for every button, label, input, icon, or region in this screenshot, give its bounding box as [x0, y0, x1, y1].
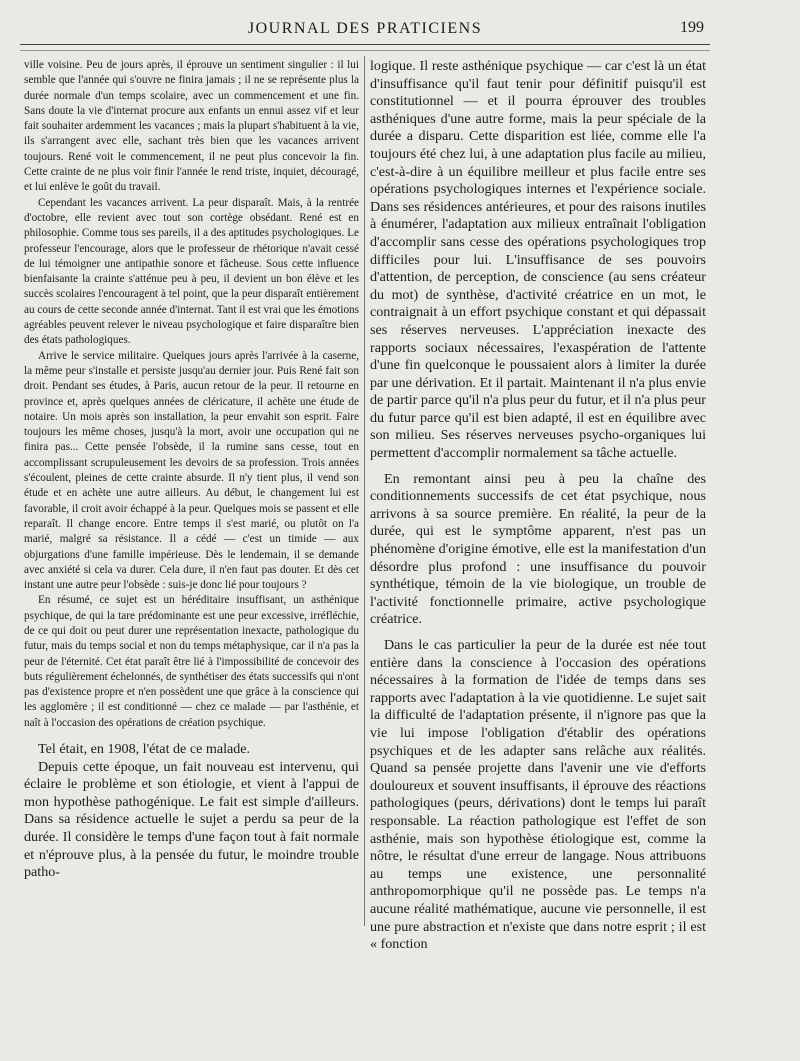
- paragraph: Depuis cette époque, un fait nouveau est intervenu, qui éclaire le problème et son étiologie, et vient à l'appui de mon hypothèse pathogénique. Le fait est simple d'ailleurs. Dans sa résidence actuelle le sujet a perdu sa peur de la durée. Il considère le temps d'une façon tout à fait normale et n'éprouve plus, à la pensée du futur, le moindre trouble patho-: [24, 758, 359, 881]
- small-print-section: [24, 58, 359, 731]
- page-number: 199: [680, 19, 704, 36]
- large-print-section: [24, 741, 359, 882]
- paragraph: En remontant ainsi peu à peu la chaîne des conditionnements successifs de cet état psychique, nous arrivons à sa source première. En réalité, la peur de la durée, qui est le symptôme apparent, n'est pas un phénomène d'origine émotive, elle est la manifestation d'un désordre plus profond : une insuffisance du pouvoir synthétique, témoin de la vie biologique, un trouble de l'activité fonctionnelle primaire, active psychologique créatrice.: [370, 470, 706, 628]
- left-column: [24, 58, 359, 882]
- paragraph: Arrive le service militaire. Quelques jours après l'arrivée à la caserne, la même peur s'installe et persiste jusqu'au dernier jour. Puis René fait son droit. Pendant ses études, à Paris, aucun retour de la peur. Il retourne en province et, après quelques années de cléricature, il achète une étude de notaire. Un mois après son installation, la peur envahit son esprit. Faire toujours les même choses, jusqu'à la mort, avoir une occupation qui ne finira pas... Cette pensée l'obsède, il la rumine sans cesse, tout en accomplissant scrupuleusement les devoirs de sa profession. Trois années s'écoulent, pleines de cette crainte absurde. Il n'y tient plus, il vend son étude et en achète une autre ailleurs. Au début, le changement lui est favorable, il croit avoir échappé à la peur. Quelques mois se passent et elle reparaît. Il change encore. Entre temps il s'est marié, ou plutôt on l'a marié, malgré sa résistance. Il a cédé — c'est un timide — aux objurgations d'une famille impérieuse. Dès le lendemain, il se demande avec anxiété si cela va durer. Cela dure, il n'en faut pas douter. Et dès cet instant une autre peur l'obsède : suis-je donc lié pour toujours ?: [24, 349, 359, 592]
- paragraph: Tel était, en 1908, l'état de ce malade.: [38, 741, 251, 758]
- page-header: [20, 14, 710, 45]
- paragraph: logique. Il reste asthénique psychique — car c'est là un état d'insuffisance qu'il faut tenir pour définitif puisqu'il est constitutionnel — et il pourra éprouver des troubles asthéniques d'une autre forme, mais la peur spéciale de la durée a disparu. Cette disparition est liée, comme elle l'a toujours été chez lui, à une adaptation plus facile au milieu, c'est-à-dire à un équilibre meilleur et plus facile entre ses opérations psychologiques internes et l'expérience sociale. Dans ses résidences antérieures, et pour des raisons inutiles à énumérer, l'adaptation aux milieux entraînait l'obligation d'accomplir sans cesse des opérations psychologiques trop difficiles pour lui. L'insuffisance de ses pouvoirs d'attention, de perception, de conscience (au sens créateur du mot) de synthèse, d'activité créatrice en un mot, le contraignait à un effort psychique constant et qui dépassait ses réserves nerveuses. L'appréciation inexacte des rapports sociaux nécessaires, l'exaspération de l'attente d'une fin quelconque le poussaient alors à limiter la durée par une dérivation. Et il partait. Maintenant il n'a plus envie de partir parce qu'il n'a plus peur du futur, et il n'a plus peur du futur parce qu'il est bien adapté, il est en équilibre avec son milieu. Ses réserves nerveuses psycho-organiques lui permettent d'accomplir normalement sa tâche actuelle.: [370, 58, 706, 462]
- column-divider: [364, 56, 365, 926]
- journal-title: JOURNAL DES PRATICIENS: [247, 20, 483, 37]
- right-column: [370, 58, 706, 954]
- paragraph: Dans le cas particulier la peur de la durée est née tout entière dans la conscience à l'occasion des opérations nécessaires à la formation de l'idée de temps dans ses rapports avec l'adaptation à la vie quotidienne. Le sujet sait la difficulté de l'adaptation présente, il n'ignore pas que la vie lui impose l'obligation d'établir des opérations psychiques et de les adapter sans relâche aux réalités. Quand sa pensée projette dans l'avenir une vie d'efforts douloureux et souvent insuffisants, il éprouve des réactions pathologiques (peurs, dérivations) dont le temps lui paraît responsable. La réaction pathologique est l'effet de son asthénie, mais son hypothèse étiologique est, comme la nôtre, le résultat d'une erreur de langage. Nous attribuons au temps une existence, une personnalité anthropomorphique qu'il ne possède pas. Le temps n'a aucune réalité mathématique, aucune vie personnelle, il est une pure abstraction et n'existe que dans notre esprit ; il est « fonction: [370, 637, 706, 953]
- paragraph: En résumé, ce sujet est un héréditaire insuffisant, un asthénique psychique, de qui la tare prédominante est une peur excessive, irréfléchie, de ce qui doit ou peut durer une représentation inexacte, pathologique du futur, mais du temps social et non du temps métaphysique, car il n'a pas la peur de l'éternité. Cet état paraît être lié à l'impossibilité de concevoir des buts régulièrement échelonnés, de synthétiser des états successifs qui n'ont pas d'existence propre et n'en possèdent une que grâce à la conscience qui les agglomère ; il est conditionné — chez ce malade — par l'asthénie, et naît à l'occasion des opérations de création psychique.: [24, 594, 359, 729]
- paragraph: Cependant les vacances arrivent. La peur disparaît. Mais, à la rentrée d'octobre, elle revient avec tout son cortège obsédant. René est en philosophie. Comme tous ses pareils, il a des aptitudes psychologiques. Le professeur l'encourage, alors que le professeur de rhétorique n'avait cessé de lui témoigner une antipathie sonore et fâcheuse. Sous cette influence bienfaisante la crainte s'atténue peu à peu, il devient un bon élève et les succès scolaires l'encouragent à tel point, que la peur disparaît entièrement au cours de cette seconde année d'internat. Tant il est vrai que les émotions agréables peuvent relever le niveau psychologique et faire disparaître bien des états pathologiques.: [24, 196, 359, 347]
- header-rule: [20, 50, 710, 51]
- paragraph: ville voisine. Peu de jours après, il éprouve un sentiment singulier : il lui semble que l'année qui s'ouvre ne finira jamais ; il ne se représente plus la durée normale d'un temps scolaire, avec un commencement et une fin. Sans doute la vie d'internat procure aux enfants un ennui assez vif et leur fait souhaiter ardemment les vacances ; mais la plupart s'habituent à la vie, ils s'arrangent avec elle, sachant très bien que les vacances arrivent toujours. René voit le commencement, il ne peut plus concevoir la fin. Cette crainte de ne plus voir finir l'année le rend triste, inquiet, découragé, et lui enlève le goût du travail.: [24, 59, 359, 194]
